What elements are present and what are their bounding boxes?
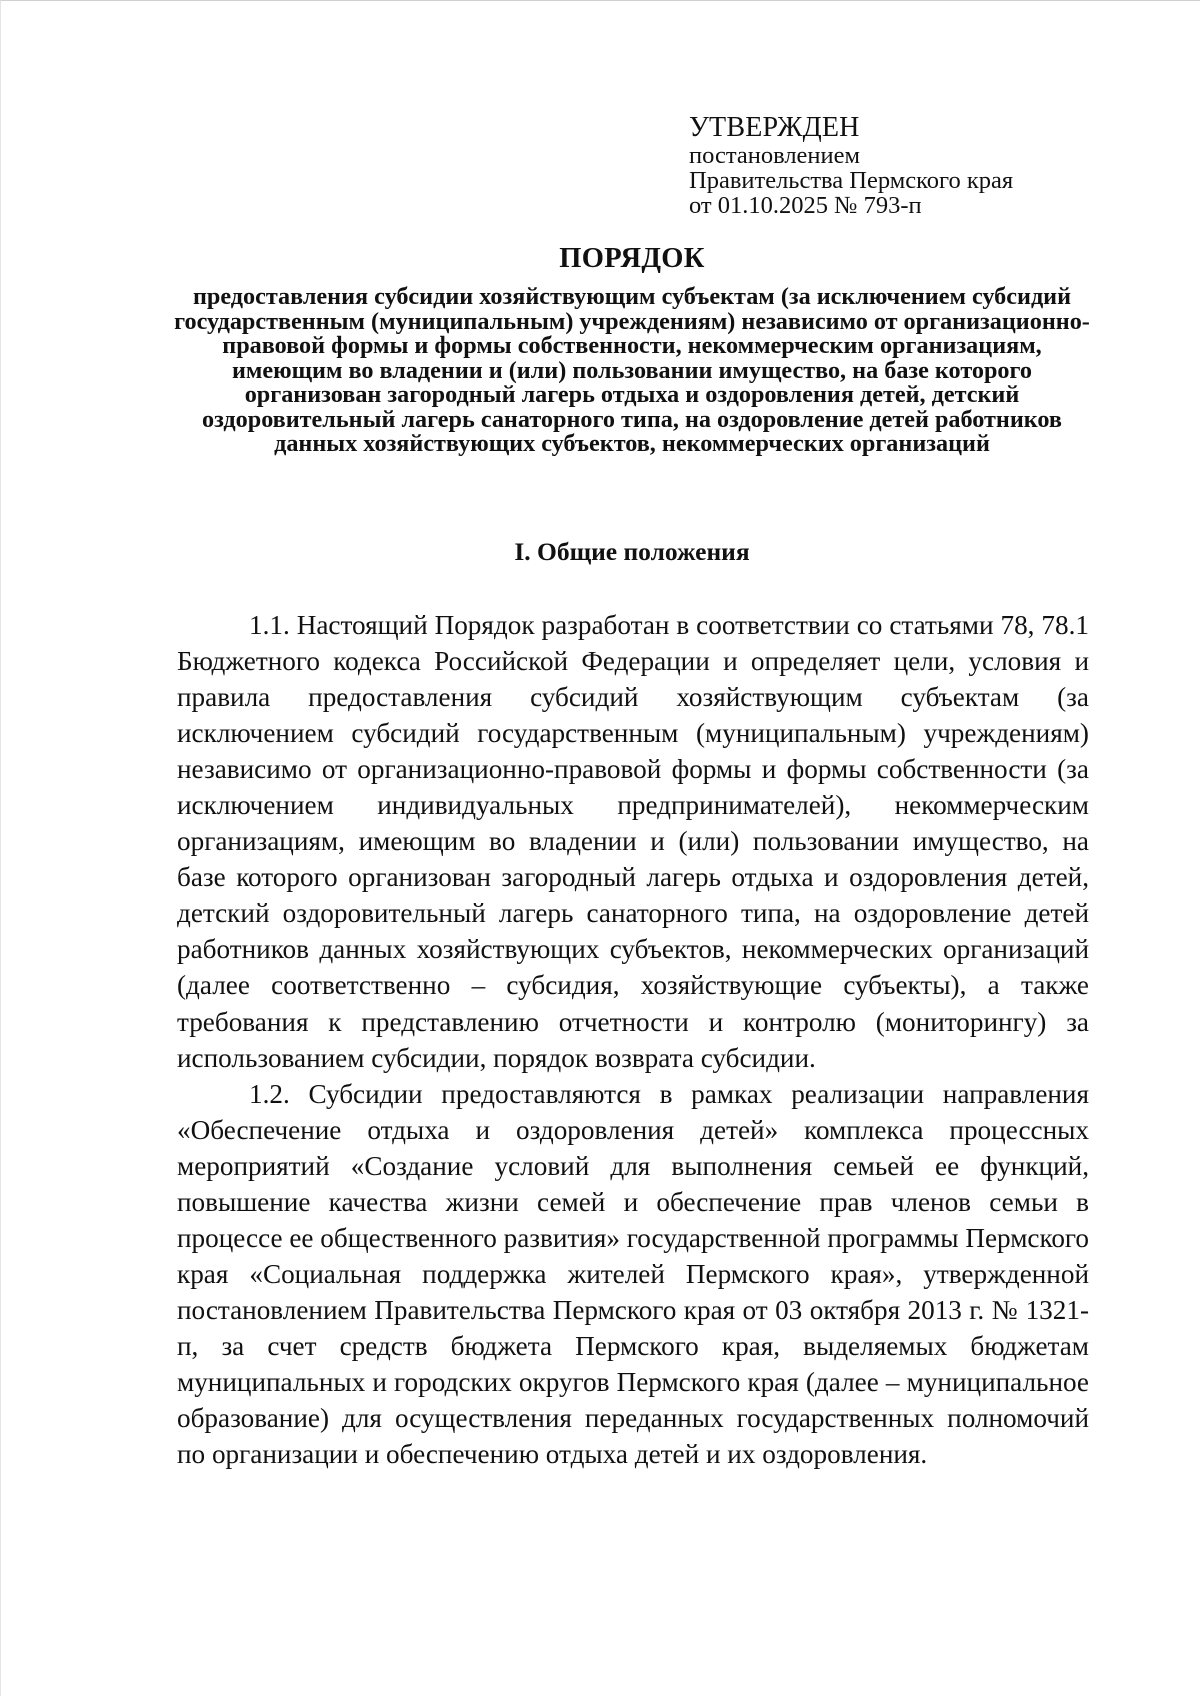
- document-subtitle: предоставления субсидии хозяйствующим субъектам (за исключением субсидий государственным (муниципальным) учреждениям) независимо от организационно-правовой формы и формы собственности, некоммерческим организациям, имеющим во владении и (или) пользовании имущество, на базе которого организован загородный лагерь отдыха и оздоровления детей, детский оздоровительный лагерь санаторного типа, на оздоровление детей работников данных хозяйствующих субъектов, некоммерческих организаций: [174, 283, 1090, 457]
- paragraph-1-1: 1.1. Настоящий Порядок разработан в соответствии со статьями 78, 78.1 Бюджетного кодекса Российской Федерации и определяет цели, условия и правила предоставления субсидий хозяйствующим субъектам (за исключением субсидий государственным (муниципальным) учреждениям) независимо от организационно-правовой формы и формы собственности (за исключением индивидуальных предпринимателей), некоммерческим организациям, имеющим во владении и (или) пользовании имущество, на базе которого организован загородный лагерь отдыха и оздоровления детей, детский оздоровительный лагерь санаторного типа, на оздоровление детей работников данных хозяйствующих субъектов, некоммерческих организаций (далее соответственно – субсидия, хозяйствующие субъекты), а также требования к представлению отчетности и контролю (мониторингу) за использованием субсидии, порядок возврата субсидии.: [177, 610, 1089, 1073]
- approval-line-1: постановлением: [689, 142, 861, 169]
- approval-stamp: УТВЕРЖДЕН: [689, 112, 860, 143]
- section-heading: I. Общие положения: [514, 537, 750, 566]
- body-text: [177, 607, 1089, 1472]
- approval-line-2: Правительства Пермского края: [689, 167, 1014, 194]
- approval-line-3: от 01.10.2025 № 793-п: [689, 192, 922, 219]
- paragraph-1-2: 1.2. Субсидии предоставляются в рамках реализации направления «Обеспечение отдыха и оздоровления детей» комплекса процессных мероприятий «Создание условий для выполнения семьей ее функций, повышение качества жизни семей и обеспечение прав членов семьи в процессе ее общественного развития» государственной программы Пермского края «Социальная поддержка жителей Пермского края», утвержденной постановлением Правительства Пермского края от 03 октября 2013 г. № 1321-п, за счет средств бюджета Пермского края, выделяемых бюджетам муниципальных и городских округов Пермского края (далее – муниципальное образование) для осуществления переданных государственных полномочий по организации и обеспечению отдыха детей и их оздоровления.: [177, 1078, 1089, 1470]
- approval-block: [689, 113, 1159, 218]
- document-title: ПОРЯДОК: [559, 243, 705, 274]
